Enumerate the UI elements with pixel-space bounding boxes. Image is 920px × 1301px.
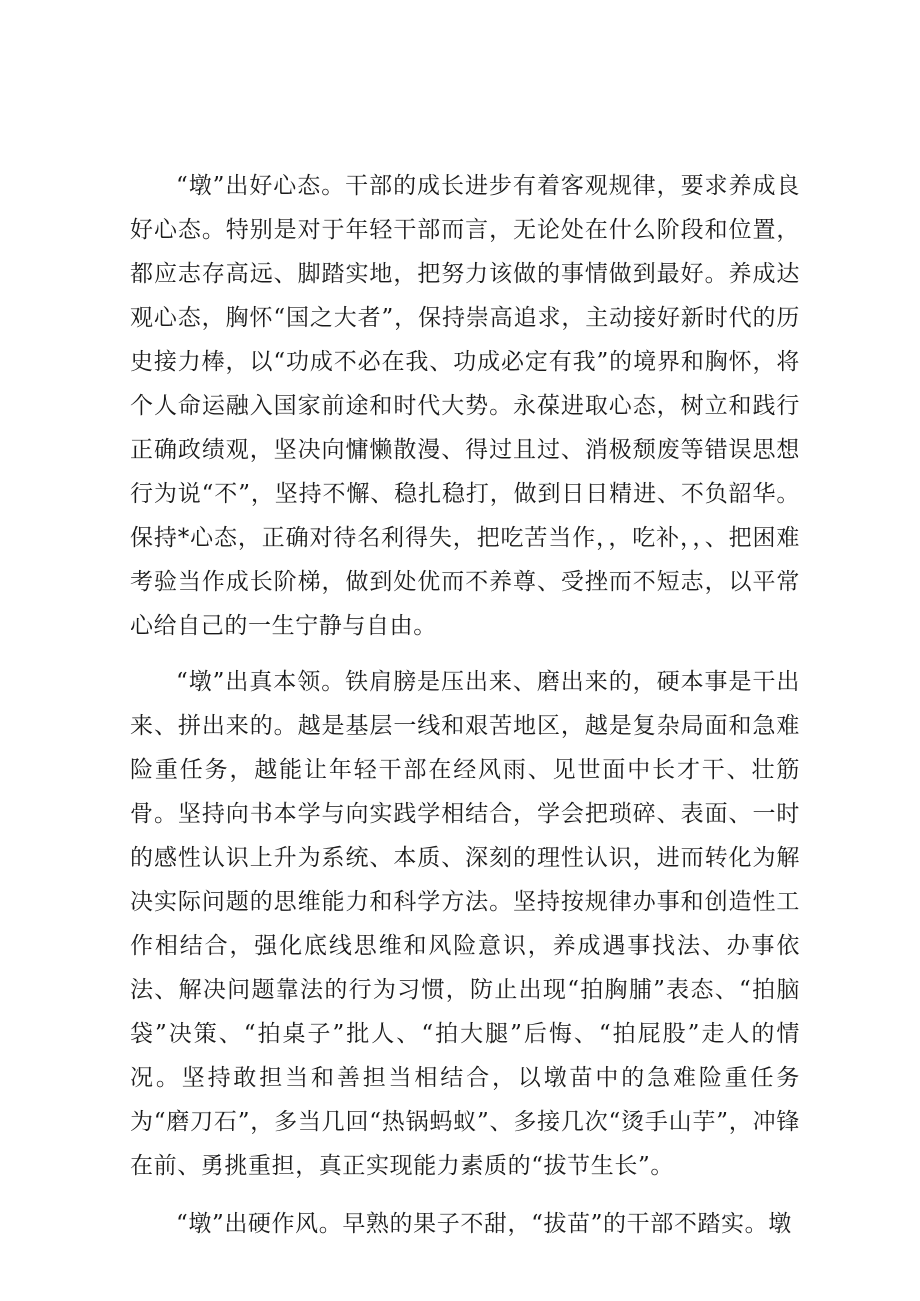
paragraph-hard-style: “墩”出硬作风。早熟的果子不甜，“拔苗”的干部不踏实。墩 bbox=[176, 1211, 792, 1237]
paragraph-real-skills: “墩”出真本领。铁肩膀是压出来、磨出来的，硬本事是干出来、拼出来的。越是基层一线和艰苦地区，越是复杂局面和急难险重任务，越能让年轻干部在经风雨、见世面中长才干、壮筋骨。坚持向书本学与向实践学相结合，学会把琐碎、表面、一时的感性认识上升为系统、本质、深刻的理性认识，进而转化为解决实际问题的思维能力和科学方法。坚持按规律办事和创造性工作相结合，强化底线思维和风险意识，养成遇事找法、办事依法、解决问题靠法的行为习惯，防止出现“拍胸脯”表态、“拍脑袋”决策、“拍桌子”批人、“拍大腿”后悔、“拍屁股”走人的情况。坚持敢担当和善担当相结合，以墩苗中的急难险重任务为“磨刀石”，多当几回“热锅蚂蚁”、多接几次“烫手山芋”，冲锋在前、勇挑重担，真正实现能力素质的“拔节生长”。 bbox=[130, 669, 800, 1179]
document-body bbox=[130, 164, 800, 1246]
paragraph-good-mindset: “墩”出好心态。干部的成长进步有着客观规律，要求养成良好心态。特别是对于年轻干部而言，无论处在什么阶段和位置，都应志存高远、脚踏实地，把努力该做的事情做到最好。养成达观心态，胸怀“国之大者”，保持崇高追求，主动接好新时代的历史接力棒，以“功成不必在我、功成必定有我”的境界和胸怀，将个人命运融入国家前途和时代大势。永葆进取心态，树立和践行正确政绩观，坚决向慵懒散漫、得过且过、消极颓废等错误思想行为说“不”，坚持不懈、稳扎稳打，做到日日精进、不负韶华。保持*心态，正确对待名利得失，把吃苦当作，，吃补，，、把困难考验当作成长阶梯，做到处优而不养尊、受挫而不短志，以平常心给自己的一生宁静与自由。 bbox=[130, 173, 800, 639]
